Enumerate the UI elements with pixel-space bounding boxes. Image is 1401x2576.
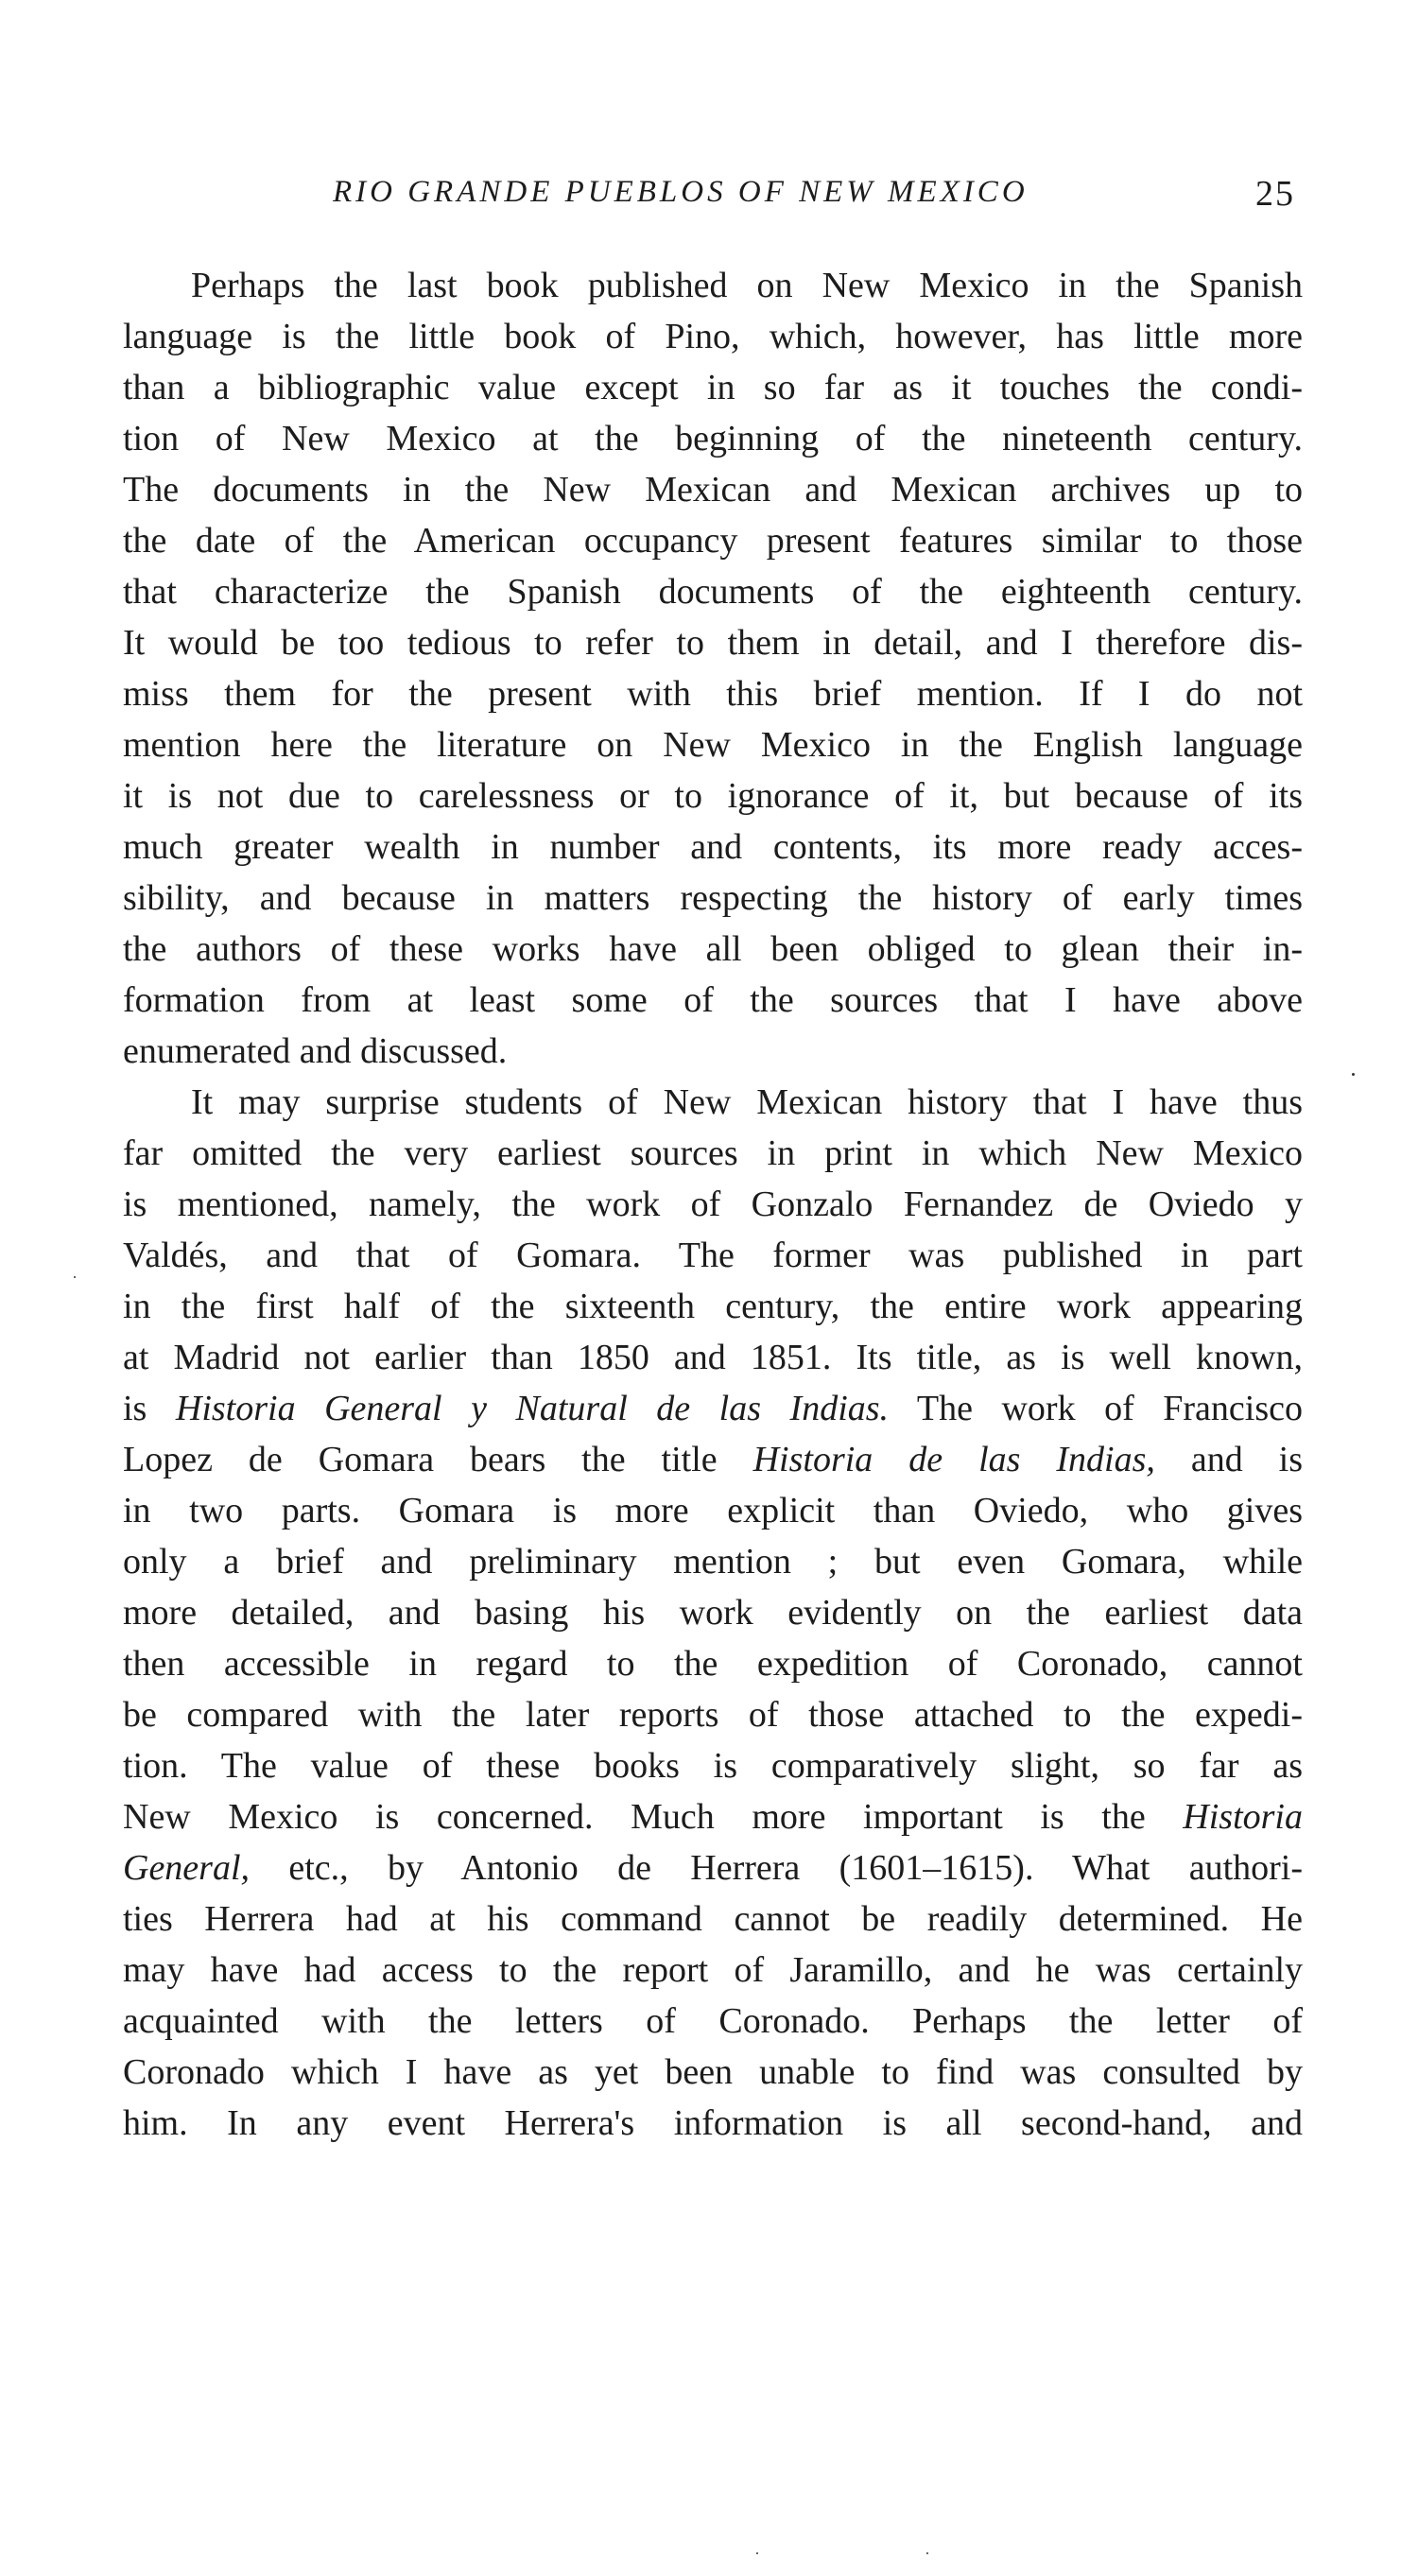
text-line: the authors of these works have all been obliged to glean their in- bbox=[123, 929, 1303, 969]
text-line: Coronado which I have as yet been unable to find was consulted by bbox=[123, 2052, 1303, 2092]
text-line: It would be too tedious to refer to them in detail, and I therefore dis- bbox=[123, 623, 1303, 663]
paper-speck bbox=[756, 2552, 758, 2554]
text-line: sibility, and because in matters respecting the history of early times bbox=[123, 878, 1303, 918]
text-line: The documents in the New Mexican and Mexican archives up to bbox=[123, 470, 1303, 510]
paragraph-1 bbox=[123, 260, 1303, 1077]
text-line: acquainted with the letters of Coronado. Perhaps the letter of bbox=[123, 2001, 1303, 2041]
text-line: formation from at least some of the sources that I have above bbox=[123, 980, 1303, 1020]
text-line: It may surprise students of New Mexican history that I have thus bbox=[191, 1082, 1303, 1122]
text-line: in the first half of the sixteenth century, the entire work appearing bbox=[123, 1287, 1303, 1326]
text-line: more detailed, and basing his work evidently on the earliest data bbox=[123, 1593, 1303, 1633]
text-line: the date of the American occupancy present features similar to those bbox=[123, 521, 1303, 561]
text-line: is mentioned, namely, the work of Gonzalo Fernandez de Oviedo y bbox=[123, 1184, 1303, 1224]
text-line: it is not due to carelessness or to ignorance of it, but because of its bbox=[123, 776, 1303, 816]
text-line: enumerated and discussed. bbox=[123, 1031, 508, 1071]
text-line: mention here the literature on New Mexico in the English language bbox=[123, 725, 1303, 765]
text-line bbox=[123, 1842, 1303, 1893]
book-title: Historia de las Indias, bbox=[752, 1440, 1155, 1479]
text-line: Perhaps the last book published on New Mexico in the Spanish bbox=[191, 266, 1303, 305]
text-line: be compared with the later reports of those attached to the expedi- bbox=[123, 1695, 1303, 1735]
text-line bbox=[123, 1434, 1303, 1485]
paper-speck bbox=[1352, 1073, 1355, 1076]
text-line: him. In any event Herrera's information is all second-hand, and bbox=[123, 2103, 1303, 2143]
text-line: much greater wealth in number and contents, its more ready acces- bbox=[123, 827, 1303, 867]
text-fragment: etc., by Antonio de Herrera (1601–1615). What authori- bbox=[250, 1848, 1303, 1888]
book-title: Historia bbox=[1183, 1797, 1303, 1837]
text-line: then accessible in regard to the expedition of Coronado, cannot bbox=[123, 1644, 1303, 1684]
text-line: may have had access to the report of Jaramillo, and he was certainly bbox=[123, 1950, 1303, 1990]
text-fragment: Lopez de Gomara bears the title bbox=[123, 1440, 753, 1479]
book-title: General, bbox=[123, 1848, 251, 1888]
text-line: ties Herrera had at his command cannot be readily determined. He bbox=[123, 1899, 1303, 1939]
text-line bbox=[123, 1791, 1303, 1842]
text-line: language is the little book of Pino, which, however, has little more bbox=[123, 317, 1303, 356]
page-number: 25 bbox=[1255, 174, 1295, 214]
paragraph-2 bbox=[123, 1077, 1303, 2149]
running-title: RIO GRANDE PUEBLOS OF NEW MEXICO bbox=[333, 175, 1029, 209]
text-line: in two parts. Gomara is more explicit than Oviedo, who gives bbox=[123, 1491, 1303, 1530]
text-line: tion. The value of these books is comparatively slight, so far as bbox=[123, 1746, 1303, 1786]
text-line: only a brief and preliminary mention ; but even Gomara, while bbox=[123, 1542, 1303, 1582]
text-line: Valdés, and that of Gomara. The former was published in part bbox=[123, 1236, 1303, 1275]
text-line: that characterize the Spanish documents of the eighteenth century. bbox=[123, 572, 1303, 612]
body-text bbox=[123, 260, 1303, 2149]
text-line: miss them for the present with this brief mention. If I do not bbox=[123, 674, 1303, 714]
text-fragment: New Mexico is concerned. Much more important is the bbox=[123, 1797, 1184, 1837]
text-line: tion of New Mexico at the beginning of the nineteenth century. bbox=[123, 419, 1303, 458]
text-line: at Madrid not earlier than 1850 and 1851. Its title, as is well known, bbox=[123, 1338, 1303, 1377]
paper-speck bbox=[926, 2552, 928, 2554]
text-line bbox=[123, 1383, 1303, 1434]
text-fragment: and is bbox=[1154, 1440, 1303, 1479]
text-fragment: is bbox=[123, 1389, 176, 1428]
book-title: Historia General y Natural de las Indias. bbox=[175, 1389, 890, 1428]
paper-speck bbox=[74, 1276, 76, 1278]
text-line: than a bibliographic value except in so far as it touches the condi- bbox=[123, 368, 1303, 407]
text-line: far omitted the very earliest sources in print in which New Mexico bbox=[123, 1133, 1303, 1173]
page-header bbox=[0, 175, 1401, 232]
text-fragment: The work of Francisco bbox=[889, 1389, 1304, 1428]
